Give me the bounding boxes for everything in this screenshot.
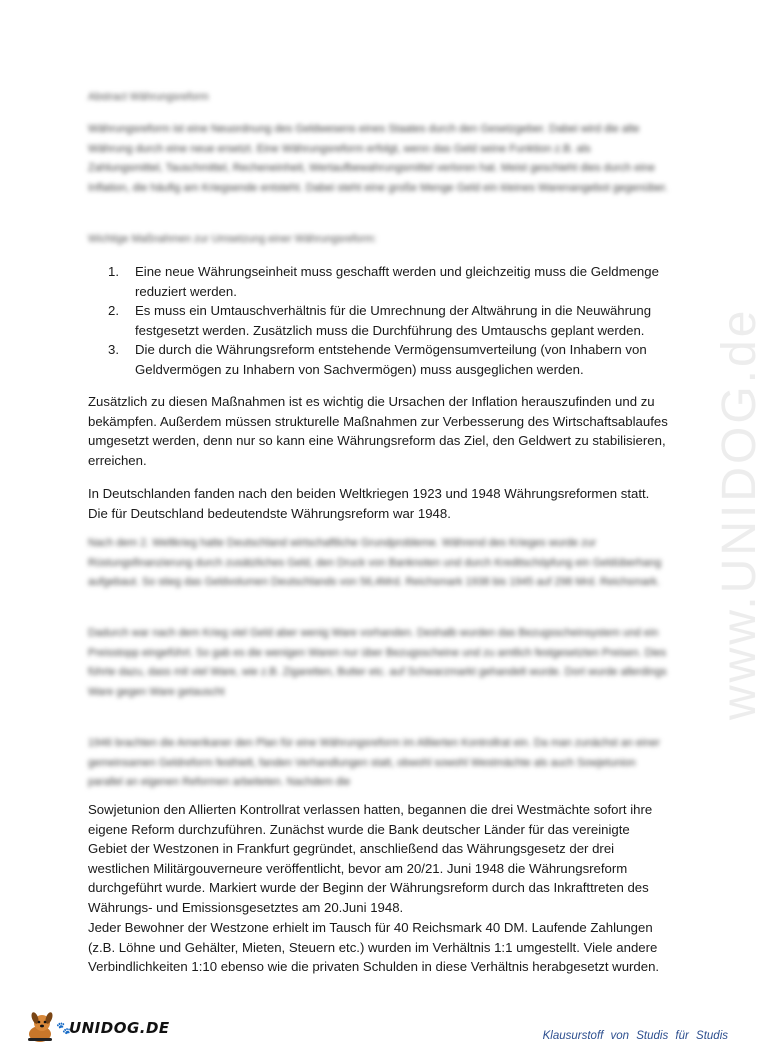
postwar-paragraph: Nach dem 2. Weltkrieg hatte Deutschland wirtschaftliche Grundprobleme. Während des Krieges wurde zur Rüstungsfinanzierung durch zusätzliches Geld, den Druck von Banknoten und durch Kreditschöpfung ein Geldüberhang aufgebaut. So stieg das Geldvolumen Deutschlands von 56,4Mrd. Reichsmark 1938 bis 1945 auf 298 Mrd. Reichsmark.	[88, 537, 662, 589]
reform-paragraph: Sowjetunion den Allierten Kontrollrat verlassen hatten, begannen die drei Westmächte sofort ihre eigene Reform durchzuführen. Zunächst wurde die Bank deutscher Länder für das vereinigte Gebiet der Westzonen in Frankfurt gegründet, anschließend das Währungsgesetz der drei westlichen Militärgouverneure veröffentlicht, bevor am 20/21. Juni 1948 die Währungsreform durchgeführt wurde. Markiert wurde der Beginn der Währungsreform durch das Inkrafttreten des Währungs- und Emissionsgesetztes am 20.Juni 1948.	[88, 802, 653, 915]
measure-item	[88, 301, 668, 340]
unidog-logo	[22, 1010, 170, 1046]
measures-list	[88, 262, 668, 380]
measure-text: Die durch die Währungsreform entstehende Vermögensumverteilung (von Inhabern von Geldvermögen zu Inhabern von Sachvermögen) muss ausgeglichen werden.	[135, 342, 647, 377]
measure-text: Eine neue Währungseinheit muss geschafft werden und gleichzeitig muss die Geldmenge reduziert werden.	[135, 264, 659, 299]
intro-paragraph: Währungsreform ist eine Neuordnung des Geldwesens eines Staates durch den Gesetzgeber. Dabei wird die alte Währung durch eine neue ersetzt. Eine Währungsreform erfolgt, wenn das Geld seine Funktion z.B. als Zahlungsmittel, Tauschmittel, Recheneinheit, Wertaufbewahrungsmittel verloren hat. Meist geschieht dies durch eine Inflation, die häufig am Kriegsende entsteht. Dabei steht eine große Menge Geld ein kleines Warenangebot gegenüber.	[88, 123, 668, 194]
dog-mascot-icon	[22, 1010, 60, 1046]
footer-claim: Klausurstoff von Studis für Studis	[542, 1030, 728, 1042]
measure-number: 2.	[108, 303, 119, 319]
document-title: Abstract Währungsreform	[88, 91, 209, 103]
paw-icon: 🐾	[56, 1021, 71, 1035]
blackmarket-paragraph: Dadurch war nach dem Krieg viel Geld aber wenig Ware vorhanden. Deshalb wurden das Bezugsscheinsystem und ein Preisstopp eingeführt. So gab es die wenigen Waren nur über Bezugsscheine und zu amtlich festgesetzten Preisen. Dies führte dazu, dass mit viel Ware, wie z.B. Zigaretten, Butter etc. auf Schwarzmarkt gehandelt wurde. Dort wurde allerdings Ware gegen Ware getauscht	[88, 627, 667, 698]
logo-text: UNIDOG.DE	[68, 1019, 170, 1037]
inflation-paragraph: Zusätzlich zu diesen Maßnahmen ist es wichtig die Ursachen der Inflation herauszufinden und zu bekämpfen. Außerdem müssen strukturelle Maßnahmen zur Verbesserung des Wirtschaftsablaufes umgesetzt werden, denn nur so kann eine Währungsreform das Ziel, den Geldwert zu stabilisieren, erreichen.	[88, 394, 668, 468]
measure-item	[88, 262, 668, 301]
measures-heading: Wichtige Maßnahmen zur Umsetzung einer Währungsreform:	[88, 233, 377, 245]
germany-paragraph: In Deutschlanden fanden nach den beiden Weltkriegen 1923 und 1948 Währungsreformen statt. Die für Deutschland bedeutendste Währungsreform war 1948.	[88, 486, 650, 521]
measure-number: 1.	[108, 264, 119, 279]
watermark: www.UNIDOG.de	[713, 307, 766, 720]
measure-text: Es muss ein Umtauschverhältnis für die Umrechnung der Altwährung in die Neuwährung festgesetzt werden. Zusätzlich muss die Durchführung des Umtauschs geplant werden.	[135, 303, 652, 338]
exchange-paragraph: Jeder Bewohner der Westzone erhielt im Tausch für 40 Reichsmark 40 DM. Laufende Zahlungen (z.B. Löhne und Gehälter, Mieten, Steuern etc.) wurden im Verhältnis 1:1 umgestellt. Viele andere Verbindlichkeiten 1:10 ebenso wie die privaten Schulden in diese Verhältnis herabgesetzt wurden.	[88, 920, 660, 975]
measure-item	[88, 340, 668, 379]
measure-number: 3.	[108, 342, 119, 358]
plan-paragraph-blurred: 1946 brachten die Amerikaner den Plan für eine Währungsreform im Alliierten Kontrollrat ein. Da man zunächst an einer gemeinsamen Geldreform festhielt, fanden Verhandlungen statt, obwohl sowohl Westmächte als auch Sowjetunion parallel an eigenen Reformen arbeiteten. Nachdem die	[88, 737, 660, 789]
